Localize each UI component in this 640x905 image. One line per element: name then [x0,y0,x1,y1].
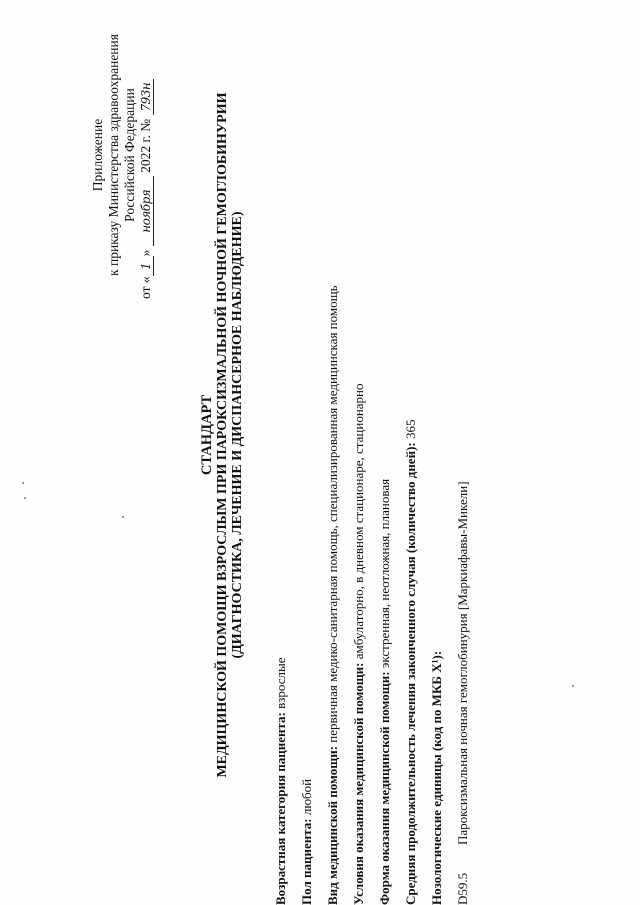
nosology-row [450,45,476,905]
icd-name: Пароксизмальная ночная гемоглобинурия [Маркиафавы-Микели] [455,481,470,845]
field-care-form: Форма оказания медицинской помощи: экстренная, неотложная, плановая [377,478,392,905]
standard-fields [268,45,476,905]
document-title [200,25,245,845]
scan-speck [572,685,574,687]
order-number-handwritten: 793н [140,79,154,116]
order-mid: » [138,249,153,257]
field-duration: Средняя продолжительность лечения законченного случая (количество дней): 365 [403,419,418,905]
scan-speck [22,482,24,484]
order-day-handwritten: 1 [140,256,154,276]
appendix-heading: Приложение [90,118,105,192]
title-main: МЕДИЦИНСКОЙ ПОМОЩИ ВЗРОСЛЫМ ПРИ ПАРОКСИЗМАЛЬНОЙ НОЧНОЙ ГЕМОГЛОБИНУРИИ [215,92,230,778]
icd-code: D59.5 [455,872,470,905]
title-standard: СТАНДАРТ [199,394,215,476]
order-date-number [138,5,154,305]
scan-speck [122,516,124,518]
scan-speck [24,497,26,499]
field-care-conditions: Условия оказания медицинской помощи: амбулаторно, в дневном стационаре, стационарно [351,383,366,905]
field-age-category: Возрастная категория пациента: взрослые [273,657,288,905]
field-sex: Пол пациента: любой [299,778,314,905]
order-year: 2022 г. № [138,118,153,173]
appendix-order-line-1: к приказу Министерства здравоохранения [106,34,121,276]
appendix-block [90,5,154,305]
order-prefix: от « [138,276,153,299]
field-nosology-heading: Нозологические единицы (код по МКБ X¹): [429,650,444,905]
title-subtitle: (ДИАГНОСТИКА, ЛЕЧЕНИЕ И ДИСПАНСЕРНОЕ НАБЛЮДЕНИЕ) [230,211,245,659]
appendix-order-line-2: Российской Федерации [122,88,137,222]
field-care-type: Вид медицинской помощи: первичная медико-санитарная помощь, специализированная медицинская помощь [325,285,340,905]
order-month-handwritten: ноября [140,176,154,246]
